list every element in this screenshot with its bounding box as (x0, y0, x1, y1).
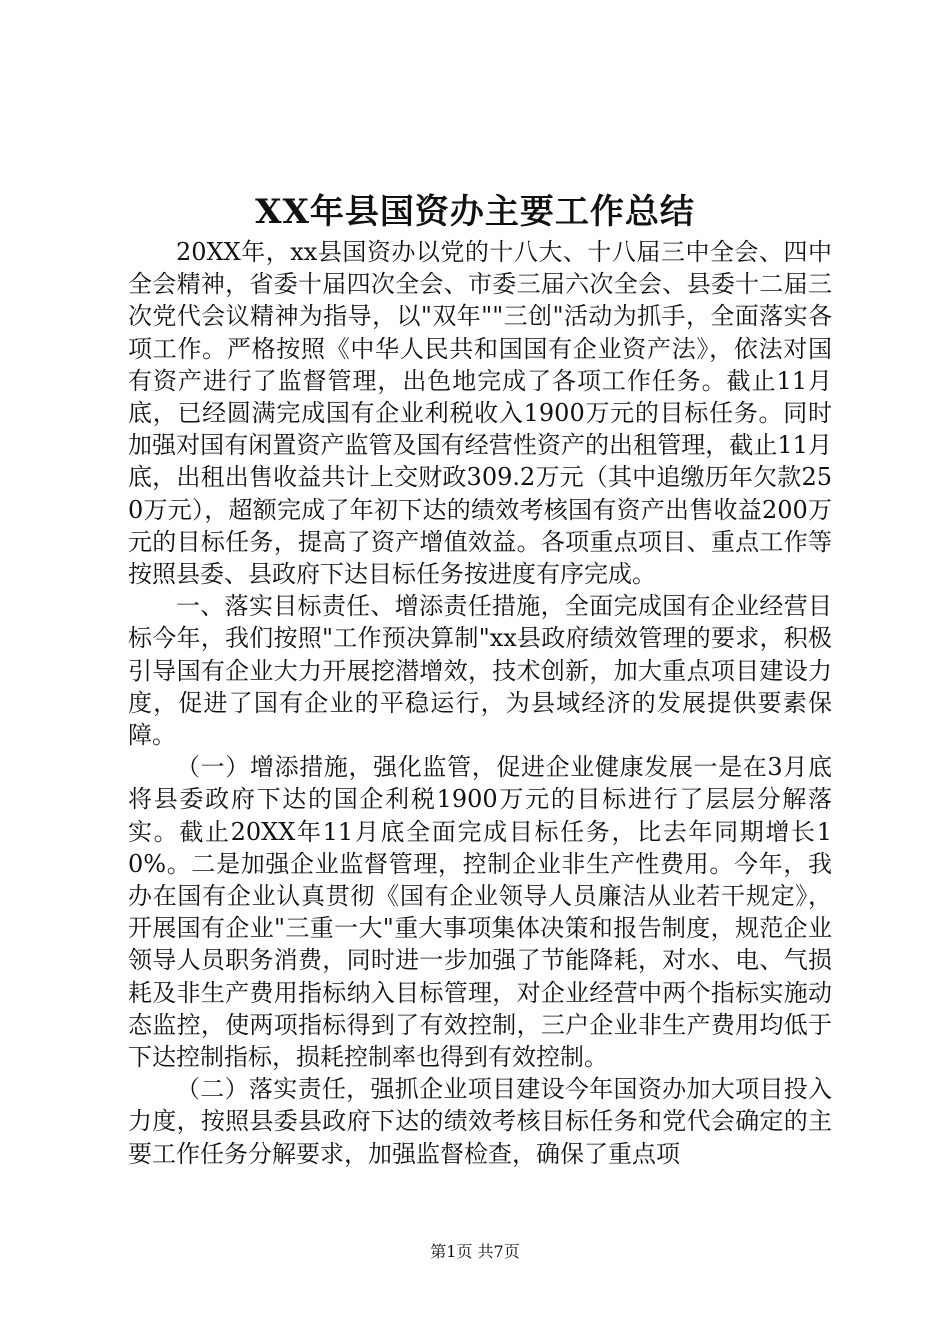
paragraph-subsection-1: （一）增添措施，强化监管，促进企业健康发展一是在3月底将县委政府下达的国企利税1900万元的目标进行了层层分解落实。截止20XX年11月底全面完成目标任务，比去年同期增长10%。二是加强企业监督管理，控制企业非生产性费用。今年，我办在国有企业认真贯彻《国有企业领导人员廉洁从业若干规定》，开展国有企业"三重一大"重大事项集体决策和报告制度，规范企业领导人员职务消费，同时进一步加强了节能降耗，对水、电、气损耗及非生产费用指标纳入目标管理，对企业经营中两个指标实施动态监控，使两项指标得到了有效控制，三户企业非生产费用均低于下达控制指标，损耗控制率也得到有效控制。 (128, 753, 832, 1072)
page-footer: 第1页 共7页 (430, 1242, 520, 1261)
paragraph-subsection-2: （二）落实责任，强抓企业项目建设今年国资办加大项目投入力度，按照县委县政府下达的绩效考核目标任务和党代会确定的主要工作任务分解要求，加强监督检查，确保了重点项 (128, 1075, 832, 1168)
paragraph-intro: 20XX年，xx县国资办以党的十八大、十八届三中全会、四中全会精神，省委十届四次全会、市委三届六次全会、县委十二届三次党代会议精神为指导，以"双年""三创"活动为抓手，全面落实各项工作。严格按照《中华人民共和国国有企业资产法》，依法对国有资产进行了监督管理，出色地完成了各项工作任务。截止11月底，已经圆满完成国有企业利税收入1900万元的目标任务。同时加强对国有闲置资产监管及国有经营性资产的出租管理，截止11月底，出租出售收益共计上交财政309.2万元（其中追缴历年欠款250万元），超额完成了年初下达的绩效考核国有资产出售收益200万元的目标任务，提高了资产增值效益。各项重点项目、重点工作等按照县委、县政府下达目标任务按进度有序完成。 (128, 238, 832, 589)
document-body (128, 236, 832, 1170)
paragraph-section-1: 一、落实目标责任、增添责任措施，全面完成国有企业经营目标今年，我们按照"工作预决算制"xx县政府绩效管理的要求，积极引导国有企业大力开展挖潜增效，技术创新，加大重点项目建设力度，促进了国有企业的平稳运行，为县域经济的发展提供要素保障。 (128, 592, 832, 750)
document-title: XX年县国资办主要工作总结 (255, 192, 695, 232)
